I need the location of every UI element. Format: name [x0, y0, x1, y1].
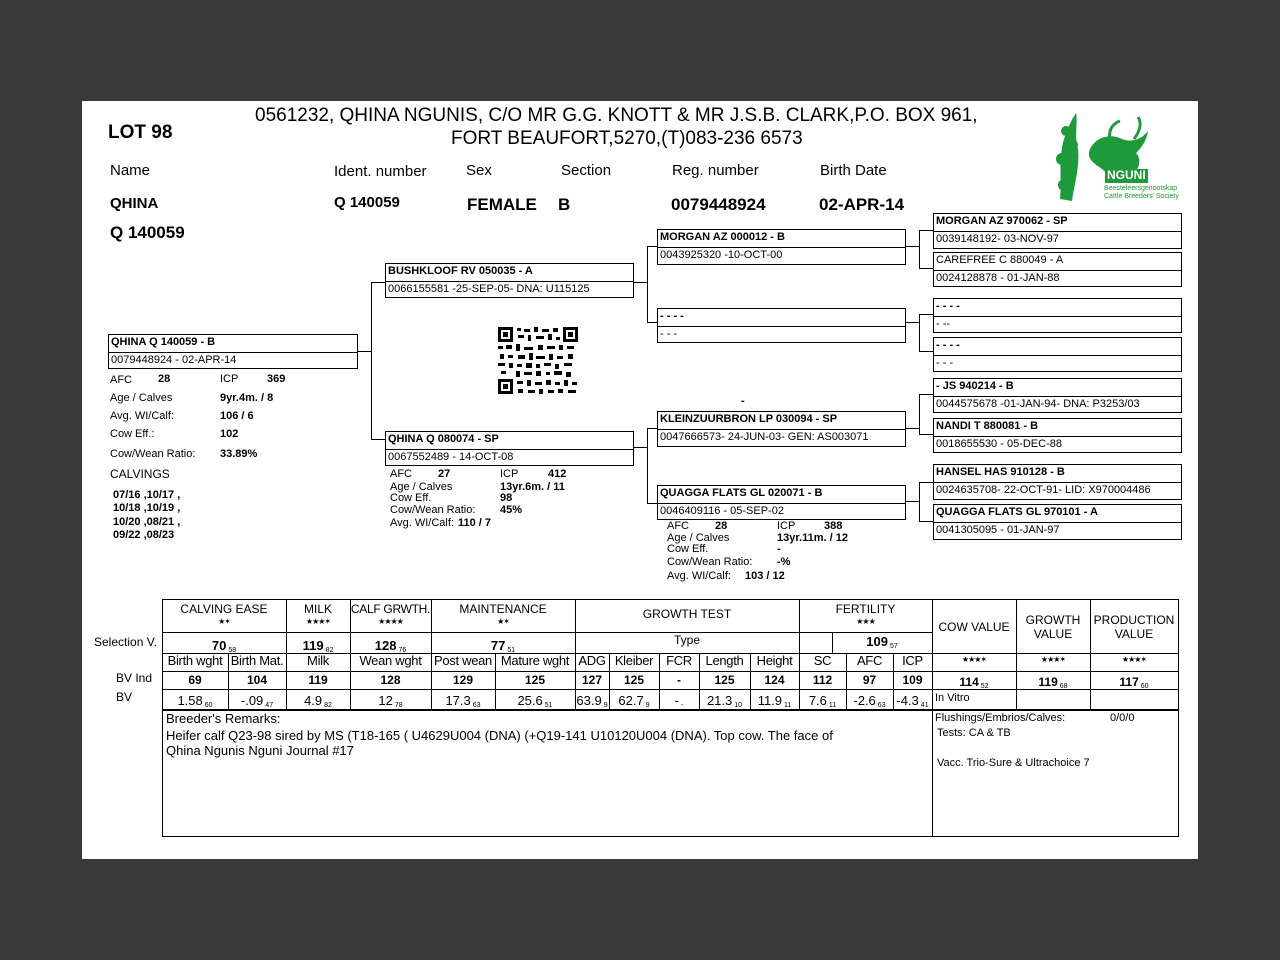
selection-acc: 51: [507, 647, 516, 654]
label-ident: Ident. number: [334, 163, 427, 180]
sire-box: [385, 263, 634, 298]
dam-avg-label: Avg. WI/Calf:: [390, 517, 454, 529]
dd-afc-label: AFC: [667, 520, 689, 532]
dam-box: [385, 431, 634, 466]
gen3-title: MORGAN AZ 970062 - SP: [936, 215, 1068, 227]
stars-prod: ★★★✶: [1121, 655, 1147, 664]
gen3-sub: - - -: [936, 357, 954, 369]
gen3-box: [933, 213, 1182, 249]
bv-accuracy: 10: [734, 702, 743, 709]
breeder-address-line2: FORT BEAUFORT,5270,(T)083-236 6573: [451, 128, 803, 149]
dd-avg-label: Avg. WI/Calf:: [667, 570, 731, 582]
column-header: FCR: [666, 653, 692, 668]
gen3-sub: 0024128878 - 01-JAN-88: [936, 272, 1060, 284]
stars-calving: ★✶: [218, 617, 230, 626]
vaccination-text: Vacc. Trio-Sure & Ultrachoice 7: [937, 757, 1090, 769]
bv-value: -4.3: [896, 693, 919, 708]
bvind-cell: 127: [581, 673, 603, 687]
label-name: Name: [110, 162, 151, 179]
dam-icp-label: ICP: [500, 468, 519, 480]
flushings-label: Flushings/Embrios/Calves:: [935, 712, 1066, 724]
flushings-value: 0/0/0: [1110, 712, 1135, 724]
dd-afc: 28: [715, 520, 728, 532]
dam-ratio-label: Cow/Wean Ratio:: [390, 504, 476, 516]
subject-icp: 369: [267, 373, 286, 385]
subject-ratio: 33.89%: [220, 448, 258, 460]
stars-maint: ★✶: [497, 617, 509, 626]
gen3-box: [933, 252, 1182, 287]
bv-value: 11.9: [757, 693, 783, 708]
column-header: Mature wght: [500, 653, 570, 668]
subject-eff: 102: [220, 428, 239, 440]
header-milk: MILK: [303, 602, 332, 616]
subject-ratio-label: Cow/Wean Ratio:: [110, 448, 196, 460]
gen3-sub: 0044575678 -01-JAN-94- DNA: P3253/03: [936, 398, 1140, 410]
animal-name: QHINA: [110, 195, 159, 212]
calvings-label: CALVINGS: [110, 467, 170, 481]
bvind-cell: 104: [246, 673, 268, 687]
bv-cell: [799, 692, 846, 710]
bv-cell: [162, 692, 228, 710]
animal-sex: FEMALE: [467, 195, 537, 214]
column-header: Height: [756, 653, 793, 668]
column-header: Kleiber: [614, 653, 654, 668]
bvind-value: 119: [1038, 675, 1058, 689]
bvind-cell: 112: [812, 673, 833, 687]
subject-avg-label: Avg. WI/Calf:: [110, 410, 174, 422]
logo-line1: Beesteleersgenootskap: [1104, 185, 1178, 192]
stars-milk: ★★★✶: [305, 617, 331, 626]
label-reg: Reg. number: [672, 162, 759, 179]
bv-cell: [431, 692, 495, 710]
bvind-cell: 124: [764, 673, 785, 687]
bvind-cell: 109: [902, 673, 923, 687]
bv-cell: [609, 692, 659, 710]
bvind-acc: 52: [980, 683, 989, 690]
dam-sire-marker: -: [741, 395, 745, 407]
column-header: ICP: [902, 653, 923, 668]
dd-icp: 388: [824, 520, 843, 532]
gen3-title: HANSEL HAS 910128 - B: [936, 466, 1065, 478]
header-cow-value: COW VALUE: [938, 620, 1010, 634]
dam-eff-label: Cow Eff.: [390, 492, 432, 504]
header-fertility: FERTILITY: [835, 602, 896, 616]
dd-avg: 103 / 12: [745, 570, 785, 582]
bvind-production-value: [1090, 673, 1178, 691]
header-calf-growth: CALF GRWTH.: [350, 602, 431, 616]
dd-ratio-label: Cow/Wean Ratio:: [667, 556, 753, 568]
bvind-cell: 129: [452, 673, 474, 687]
animal-ident: Q 140059: [334, 194, 400, 211]
bv-value: 17.3: [445, 693, 471, 708]
bv-value: 21.3: [706, 693, 733, 708]
sire-dam-sub: - - -: [660, 328, 678, 340]
sire-sub: 0066155581 -25-SEP-05- DNA: U115125: [388, 283, 590, 295]
subject-sub: 0079448924 - 02-APR-14: [111, 354, 237, 366]
selection-acc: 82: [325, 647, 334, 654]
bv-cell: [350, 692, 431, 710]
bv-cell: [659, 692, 699, 710]
header-maintenance: MAINTENANCE: [459, 602, 547, 616]
calvings-line: 10/20 ,08/21 ,: [113, 516, 181, 528]
animal-name-2: Q 140059: [110, 223, 185, 242]
dd-ratio: -%: [777, 556, 791, 568]
gen3-box: [933, 298, 1182, 333]
bv-cell: [699, 692, 750, 710]
label-sex: Sex: [466, 162, 492, 179]
subject-afc-label: AFC: [110, 374, 132, 386]
column-header: ADG: [578, 653, 606, 668]
gen3-title: - - - -: [936, 339, 960, 351]
column-header: SC: [813, 653, 832, 668]
bvind-cell: 119: [308, 673, 328, 687]
header-growth-test: GROWTH TEST: [642, 607, 732, 621]
column-header: Wean wght: [359, 653, 422, 668]
bv-value: 62.7: [618, 693, 644, 708]
subject-box: [108, 334, 358, 369]
gen3-sub: 0039148192- 03-NOV-97: [936, 233, 1059, 245]
bv-value: 63.9: [576, 693, 602, 708]
column-header: Length: [705, 653, 744, 668]
dam-age: 13yr.6m. / 11: [500, 481, 565, 493]
bv-value: 1.58: [177, 693, 203, 708]
selection-acc: 76: [398, 647, 407, 654]
dd-eff: -: [777, 543, 781, 555]
bv-accuracy: 11: [828, 702, 837, 709]
stars-calf: ★★★★: [378, 617, 403, 626]
catalogue-sheet: [82, 101, 1198, 859]
header-calving-ease: CALVING EASE: [180, 602, 268, 616]
dam-avg: 110 / 7: [458, 517, 492, 529]
column-header: Post wean: [433, 653, 492, 668]
bv-cell: [575, 692, 609, 710]
row-label-bvind: BV Ind: [116, 671, 153, 685]
sire-sire-sub: 0043925320 -10-OCT-00: [660, 249, 783, 261]
label-section: Section: [561, 162, 612, 179]
bvind-cell: -: [677, 673, 681, 687]
gen3-box: [933, 504, 1182, 540]
dd-eff-label: Cow Eff.: [667, 543, 709, 555]
row-label-bv: BV: [116, 690, 133, 704]
selection-acc: 58: [228, 647, 237, 654]
bv-accuracy: 9: [645, 702, 650, 709]
logo-line2: Cattle Breeders' Society: [1104, 193, 1179, 200]
bv-accuracy: 63: [877, 702, 886, 709]
in-vitro-label: In Vitro: [935, 692, 970, 704]
gen3-title: CAREFREE C 880049 - A: [936, 254, 1064, 266]
remarks-label: Breeder's Remarks:: [166, 711, 281, 726]
gen3-title: NANDI T 880081 - B: [936, 420, 1039, 432]
bv-value: 4.9: [304, 693, 323, 708]
dd-icp-label: ICP: [777, 520, 796, 532]
subject-age: 9yr.4m. / 8: [220, 392, 274, 404]
column-header: Milk: [307, 653, 329, 668]
breeder-address-line1: 0561232, QHINA NGUNIS, C/O MR G.G. KNOTT & MR J.S.B. CLARK,P.O. BOX 961,: [255, 105, 978, 126]
sire-title: BUSHKLOOF RV 050035 - A: [388, 265, 533, 277]
animal-reg: 0079448924: [671, 195, 766, 214]
remarks-line2: Qhina Ngunis Nguni Journal #17: [166, 743, 354, 758]
column-header: Birth Mat.: [230, 653, 284, 668]
selection-value: 109: [866, 634, 888, 649]
selection-value: 77: [490, 638, 506, 653]
bvind-cell: 125: [714, 673, 735, 687]
subject-title: QHINA Q 140059 - B: [111, 336, 216, 348]
bv-accuracy: 63: [472, 702, 481, 709]
subject-age-label: Age / Calves: [110, 392, 173, 404]
tests-text: Tests: CA & TB: [937, 727, 1011, 739]
calvings-line: 07/16 ,10/17 ,: [113, 489, 181, 501]
bv-cell: [750, 692, 799, 710]
bvind-acc: 60: [1140, 683, 1149, 690]
gen3-title: - - - -: [936, 300, 960, 312]
bvind-cell: 97: [862, 673, 877, 687]
bvind-acc: 68: [1059, 683, 1068, 690]
bvind-cow-value: [932, 673, 1016, 691]
bv-value: -: [674, 693, 679, 708]
bv-value: 25.6: [517, 693, 543, 708]
animal-birth: 02-APR-14: [819, 195, 905, 214]
bvind-cell: 69: [188, 673, 202, 687]
bv-cell: [228, 692, 286, 710]
calvings-line: 10/18 ,10/19 ,: [113, 502, 181, 514]
bv-accuracy: -: [681, 702, 684, 709]
bv-value: -.09: [240, 693, 264, 708]
bvind-value: 117: [1119, 675, 1139, 689]
dam-dam-title: QUAGGA FLATS GL 020071 - B: [660, 487, 823, 499]
sire-dam-box: [657, 308, 906, 343]
sire-sire-title: MORGAN AZ 000012 - B: [660, 231, 785, 243]
bv-cell: [846, 692, 893, 710]
stars-cow: ★★★✶: [961, 655, 987, 664]
subject-afc: 28: [158, 373, 171, 385]
bvind-cell: 125: [623, 673, 645, 687]
dam-eff: 98: [500, 492, 513, 504]
selection-value: 70: [211, 638, 227, 653]
header-production-value: PRODUCTION VALUE: [1093, 613, 1175, 641]
row-label-selection: Selection V.: [94, 635, 157, 649]
bv-value: 12: [378, 693, 393, 708]
stars-growthv: ★★★✶: [1040, 655, 1066, 664]
subject-icp-label: ICP: [220, 373, 239, 385]
bv-accuracy: 51: [544, 702, 553, 709]
dam-title: QHINA Q 080074 - SP: [388, 433, 499, 445]
column-header: AFC: [856, 653, 883, 668]
selection-value: 128: [374, 638, 397, 653]
bvind-cell: 125: [524, 673, 546, 687]
header-type: Type: [673, 633, 700, 647]
sire-dam-title: - - - -: [660, 310, 684, 322]
dam-ratio: 45%: [500, 504, 523, 516]
dd-age: 13yr.11m. / 12: [777, 532, 848, 544]
sire-sire-box: [657, 229, 906, 265]
bv-accuracy: 11: [784, 702, 792, 709]
dam-sire-sub: 0047666573- 24-JUN-03- GEN: AS003071: [660, 431, 869, 443]
qr-code: [498, 327, 578, 394]
bv-cell: [893, 692, 932, 710]
bv-cell: [495, 692, 575, 710]
column-header: Birth wght: [167, 653, 223, 668]
gen3-title: QUAGGA FLATS GL 970101 - A: [936, 506, 1098, 518]
bv-accuracy: 41: [920, 702, 929, 709]
gen3-sub: 0041305095 - 01-JAN-97: [936, 524, 1060, 536]
stars-fert: ★★★: [856, 617, 875, 626]
subject-eff-label: Cow Eff.:: [110, 428, 155, 440]
gen3-box: [933, 464, 1182, 500]
gen3-sub: 0024635708- 22-OCT-91- LID: X970004486: [936, 484, 1151, 496]
dam-dam-box: [657, 485, 906, 520]
gen3-sub: - --: [936, 318, 951, 330]
dam-afc-label: AFC: [390, 468, 412, 480]
header-growth-value: GROWTH VALUE: [1025, 613, 1081, 641]
dam-age-label: Age / Calves: [390, 481, 453, 493]
label-birth: Birth Date: [820, 162, 887, 179]
gen3-box: [933, 418, 1182, 453]
dd-age-label: Age / Calves: [667, 532, 730, 544]
dam-dam-sub: 0046409116 - 05-SEP-02: [660, 505, 784, 517]
remarks-line1: Heifer calf Q23-98 sired by MS (T18-165 ( U4629U004 (DNA) (+Q19-141 U10120U004 (DNA). Top cow. The face of: [166, 728, 833, 743]
dam-sire-box: [657, 411, 906, 447]
calvings-line: 09/22 ,08/23: [113, 529, 175, 541]
dam-sub: 0067552489 - 14-OCT-08: [388, 451, 514, 463]
bv-value: 7.6: [808, 693, 827, 708]
bv-accuracy: 82: [324, 702, 332, 709]
dam-afc: 27: [438, 468, 451, 480]
dam-icp: 412: [548, 468, 567, 480]
nguni-logo: [1050, 109, 1179, 205]
logo-brand: NGUNI: [1107, 168, 1146, 182]
gen3-box: [933, 337, 1182, 372]
subject-avg: 106 / 6: [220, 410, 254, 422]
bv-accuracy: 9: [603, 702, 608, 709]
bv-value: -2.6: [853, 693, 876, 708]
bv-accuracy: 47: [265, 702, 274, 709]
selection-acc: 57: [889, 643, 898, 650]
selection-fert: [832, 633, 932, 651]
bvind-growth-value: [1016, 673, 1090, 691]
animal-section: B: [558, 195, 571, 214]
bvind-cell: 128: [380, 673, 401, 687]
bvind-value: 114: [959, 675, 979, 689]
bv-accuracy: 78: [394, 702, 403, 709]
bv-accuracy: 60: [204, 702, 213, 709]
gen3-sub: 0018655530 - 05-DEC-88: [936, 438, 1062, 450]
selection-value: 119: [302, 638, 324, 653]
gen3-title: - JS 940214 - B: [936, 380, 1014, 392]
gen3-box: [933, 378, 1182, 413]
bv-cell: [286, 692, 350, 710]
lot-number: LOT 98: [108, 122, 173, 143]
dam-sire-title: KLEINZUURBRON LP 030094 - SP: [660, 413, 838, 425]
